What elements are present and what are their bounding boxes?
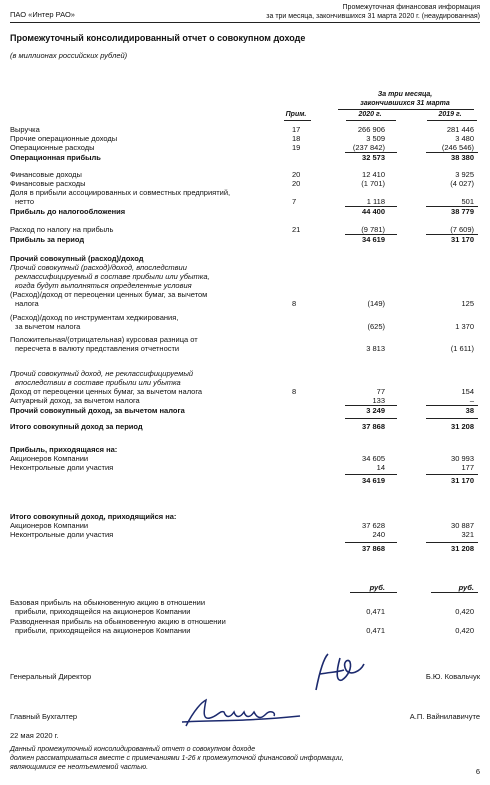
year-2019-underline (427, 120, 477, 121)
year-2020-header: 2020 г. (358, 111, 382, 118)
currency-underline (350, 592, 397, 593)
row-income-tax: Расход по налогу на прибыль 21 (9 781) (7 609) (10, 225, 474, 234)
row-profit-before-tax: Прибыль до налогообложения 44 400 38 779 (10, 207, 474, 216)
row-oci-reclass-3: когда будут выполняться определенные условия (15, 281, 192, 290)
row-finance-income: Финансовые доходы 20 12 410 3 925 (10, 170, 474, 179)
row-tci-total: 37 868 31 208 (362, 544, 474, 553)
year-2019-header: 2019 г. (438, 111, 462, 118)
subtotal-line (345, 542, 397, 543)
company-name: ПАО «Интер РАО» (10, 10, 75, 19)
statement-title: Промежуточный консолидированный отчет о совокупном доходе (10, 33, 306, 43)
row-oci-non-reclass-1: Прочий совокупный доход, не реклассифицируемый (10, 369, 194, 378)
row-profit-total: 34 619 31 170 (362, 476, 474, 485)
footnote-line-1: Данный промежуточный консолидированный отчет о совокупном доходе (10, 746, 256, 753)
row-securities-reval-income: Доход от переоценки ценных бумаг, за вычетом налога 8 77 154 (10, 387, 474, 396)
row-profit-nci: Неконтрольные доли участия 14 177 (10, 463, 474, 472)
subtotal-line (345, 474, 397, 475)
row-actuarial-income: Актуарный доход, за вычетом налога 133 – (10, 396, 474, 405)
row-profit-for-period: Прибыль за период 34 619 31 170 (10, 235, 474, 244)
row-fx-difference: Положительная/(отрицательная) курсовая разница от (10, 335, 198, 344)
row-share-associates-net: нетто 7 1 118 501 (15, 197, 474, 206)
row-tci-attributable-heading: Итого совокупный доход, приходящийся на: (10, 512, 177, 521)
ceo-title: Генеральный Директор (10, 672, 92, 681)
subtotal-line (345, 418, 397, 419)
row-operating-expenses: Операционные расходы 19 (237 842) (246 546) (10, 143, 474, 152)
footnote (10, 745, 344, 772)
footnote-line-2: должен рассматриваться вместе с примечаниями 1-26 к промежуточной финансовой информации, (10, 755, 344, 762)
row-diluted-eps-2: прибыли, приходящейся на акционеров Компании 0,471 0,420 (15, 626, 474, 635)
row-currency-unit: руб. руб. (369, 583, 474, 592)
row-tci-nci: Неконтрольные доли участия 240 321 (10, 530, 474, 539)
period-underline (338, 109, 474, 110)
row-total-comprehensive-income: Итого совокупный доход за период 37 868 31 208 (10, 422, 474, 431)
row-profit-owners: Акционеров Компании 34 605 30 993 (10, 454, 474, 463)
accountant-title: Главный Бухгалтер (10, 712, 78, 721)
statement-units: (в миллионах российских рублей) (10, 51, 128, 60)
row-securities-reval-net: налога 8 (149) 125 (15, 299, 474, 308)
row-oci-reclass-1: Прочий совокупный (расход)/доход, впоследствии (10, 263, 187, 272)
subtotal-line (426, 542, 478, 543)
row-fx-difference-2: пересчета в валюту представления отчетности 3 813 (1 611) (15, 344, 474, 353)
row-basic-eps-2: прибыли, приходящейся на акционеров Компании 0,471 0,420 (15, 607, 474, 616)
document-header (266, 3, 480, 21)
header-line-2: за три месяца, закончившихся 31 марта 2020 г. (неаудированная) (266, 13, 480, 20)
row-other-operating-income: Прочие операционные доходы 18 3 509 3 480 (10, 134, 474, 143)
row-oci-net: Прочий совокупный доход, за вычетом налога 3 249 38 (10, 406, 474, 415)
row-profit-attributable-heading: Прибыль, приходящаяся на: (10, 445, 118, 454)
row-hedging-net: за вычетом налога (625) 1 370 (15, 322, 474, 331)
note-header-underline (284, 120, 311, 121)
row-operating-profit: Операционная прибыль 32 573 38 380 (10, 153, 474, 162)
row-finance-expenses: Финансовые расходы 20 (1 701) (4 027) (10, 179, 474, 188)
row-hedging: (Расход)/доход по инструментам хеджирования, (10, 313, 179, 322)
row-oci-non-reclass-2: впоследствии в составе прибыли или убытка (15, 378, 181, 387)
currency-underline (431, 592, 478, 593)
header-divider (10, 22, 480, 23)
report-date: 22 мая 2020 г. (10, 731, 59, 740)
row-oci-reclass-2: реклассифицируемый в составе прибыли или убытка, (15, 272, 210, 281)
ceo-signature (302, 650, 372, 695)
row-share-associates: Доля в прибыли ассоциированных и совместных предприятий, (10, 188, 231, 197)
page-number: 6 (475, 767, 480, 776)
row-diluted-eps: Разводненная прибыль на обыкновенную акцию в отношении (10, 617, 226, 626)
footnote-line-3: являющимися ее неотъемлемой частью. (10, 764, 149, 771)
period-header-line-2: закончившихся 31 марта (360, 100, 450, 107)
year-2020-underline (346, 120, 396, 121)
period-header-line-1: За три месяца, (377, 91, 433, 98)
header-line-1: Промежуточная финансовая информация (342, 4, 480, 11)
note-column-header: Прим. (285, 111, 307, 118)
accountant-name: А.П. Вайнилавичуте (409, 712, 480, 721)
row-tci-owners: Акционеров Компании 37 628 30 887 (10, 521, 474, 530)
row-securities-reval: (Расход)/доход от переоценки ценных бумаг, за вычетом (10, 290, 208, 299)
ceo-name: Б.Ю. Ковальчук (425, 672, 480, 681)
row-revenue: Выручка 17 266 906 281 446 (10, 125, 474, 134)
row-oci-heading: Прочий совокупный (расход)/доход (10, 254, 144, 263)
subtotal-line (426, 418, 478, 419)
accountant-signature (180, 696, 310, 730)
row-basic-eps: Базовая прибыль на обыкновенную акцию в отношении (10, 598, 206, 607)
subtotal-line (426, 474, 478, 475)
